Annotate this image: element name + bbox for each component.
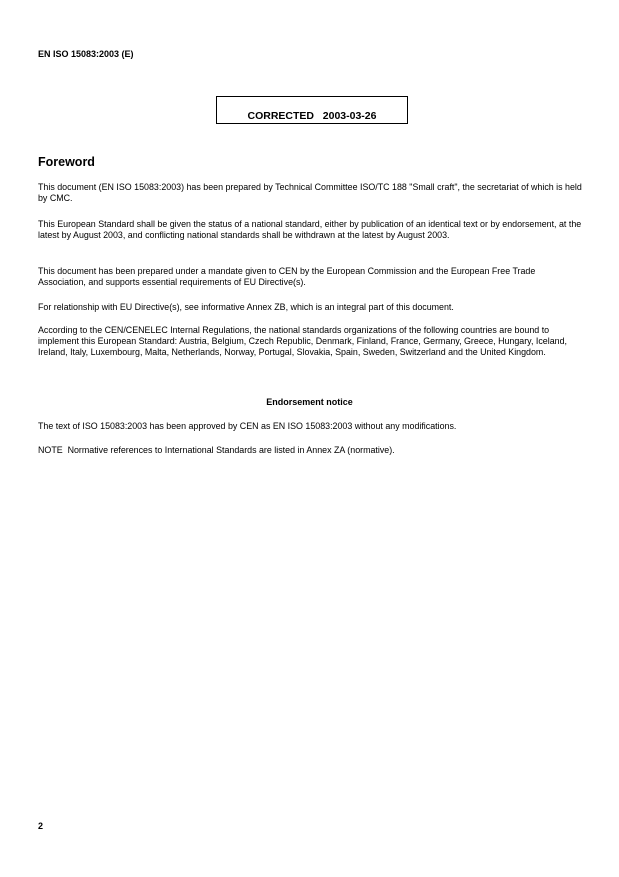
page-number: 2 (38, 821, 44, 831)
foreword-paragraph-5: According to the CEN/CENELEC Internal Regulations, the national standards organizations of the following countries are bound to implement this European Standard: Austria, Belgium, Czech Republic, Denmark, Finland, France, Germany, Greece, Hungary, Iceland, Ireland, Italy, Luxembourg, Malta, Netherlands, Norway, Portugal, Slovakia, Spain, Sweden, Switzerland and the United Kingdom. (38, 325, 567, 357)
corrected-notice-text: CORRECTED 2003-03-26 (247, 110, 377, 122)
foreword-paragraph-1: This document (EN ISO 15083:2003) has been prepared by Technical Committee ISO/TC 188 "Small craft", the secretariat of which is held by CMC. (38, 182, 582, 203)
document-identifier: EN ISO 15083:2003 (E) (38, 49, 134, 59)
corrected-notice-box (216, 96, 408, 124)
foreword-paragraph-4: For relationship with EU Directive(s), see informative Annex ZB, which is an integral part of this document. (38, 302, 454, 312)
endorsement-paragraph: The text of ISO 15083:2003 has been approved by CEN as EN ISO 15083:2003 without any modifications. (38, 421, 457, 431)
foreword-heading: Foreword (38, 155, 95, 169)
foreword-paragraph-2: This European Standard shall be given the status of a national standard, either by publication of an identical text or by endorsement, at the latest by August 2003, and conflicting national standards shall be withdrawn at the latest by August 2003. (38, 219, 582, 240)
foreword-paragraph-3: This document has been prepared under a mandate given to CEN by the European Commission and the European Free Trade Association, and supports essential requirements of EU Directive(s). (38, 266, 536, 287)
endorsement-heading: Endorsement notice (266, 397, 353, 407)
note-paragraph: NOTE Normative references to International Standards are listed in Annex ZA (normative). (38, 445, 395, 455)
